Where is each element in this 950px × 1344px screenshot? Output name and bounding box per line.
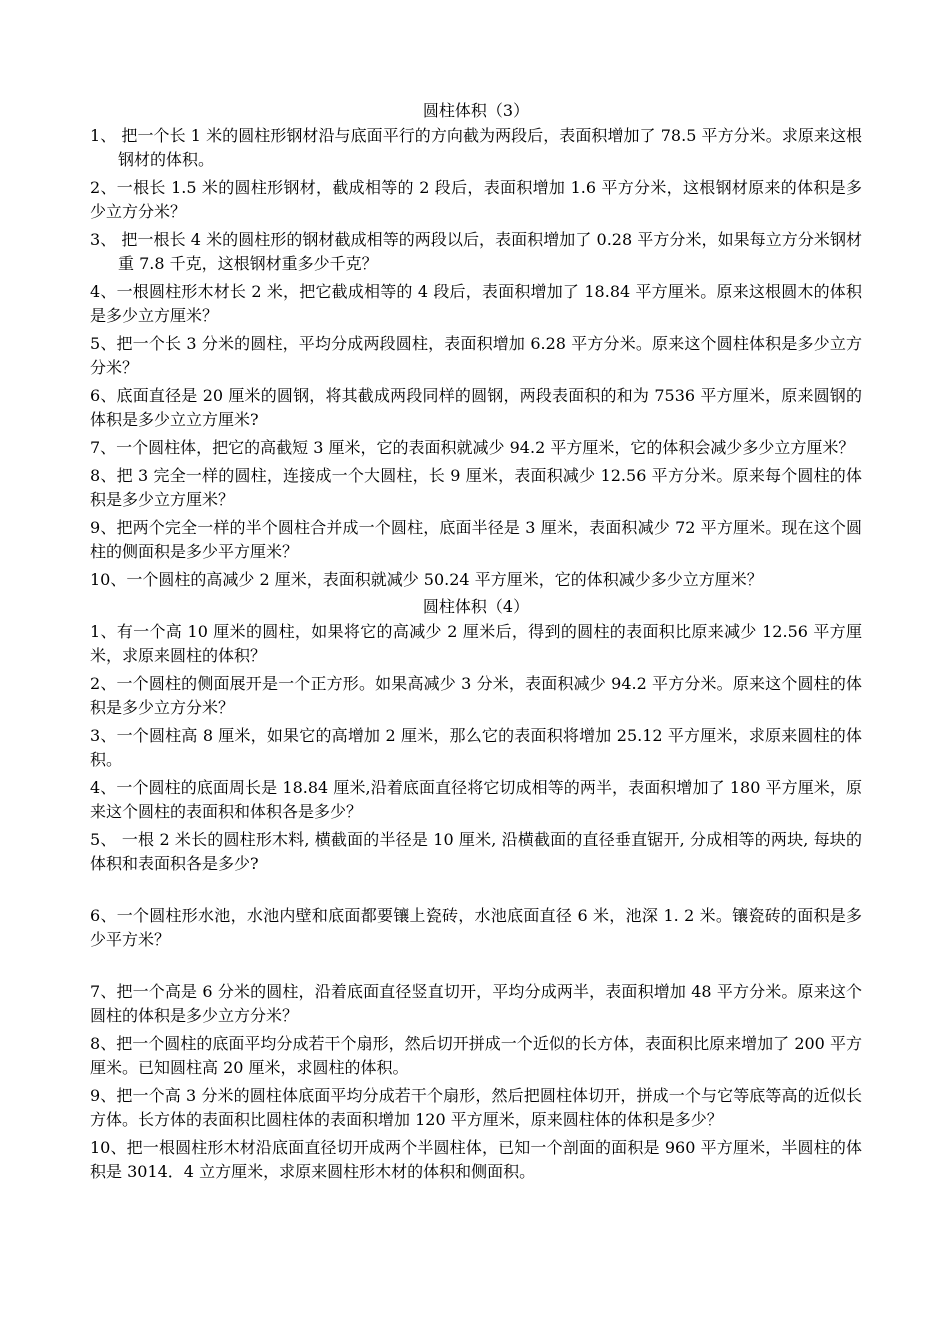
question-4-6: 6、一个圆柱形水池，水池内壁和底面都要镶上瓷砖，水池底面直径 6 米，池深 1. 2 米。镶瓷砖的面积是多少平方米？ xyxy=(90,906,862,949)
section-title-4: 圆柱体积（4） xyxy=(422,597,530,616)
question-3-8: 8、把 3 完全一样的圆柱，连接成一个大圆柱，长 9 厘米，表面积减少 12.56 平方分米。原来每个圆柱的体积是多少立方厘米？ xyxy=(90,466,862,509)
question-3-4: 4、一根圆柱形木材长 2 米，把它截成相等的 4 段后，表面积增加了 18.84 平方厘米。原来这根圆木的体积是多少立方厘米？ xyxy=(90,282,862,325)
question-4-2: 2、一个圆柱的侧面展开是一个正方形。如果高减少 3 分米，表面积减少 94.2 平方分米。原来这个圆柱的体积是多少立方分米？ xyxy=(90,674,862,717)
question-4-5: 5、 一根 2 米长的圆柱形木料, 横截面的半径是 10 厘米, 沿横截面的直径垂直锯开, 分成相等的两块, 每块的体积和表面积各是多少? xyxy=(90,830,862,873)
question-3-3: 3、 把一根长 4 米的圆柱形的钢材截成相等的两段以后，表面积增加了 0.28 平方分米，如果每立方分米钢材重 7.8 千克，这根钢材重多少千克？ xyxy=(90,230,862,273)
question-3-5: 5、把一个长 3 分米的圆柱，平均分成两段圆柱，表面积增加 6.28 平方分米。原来这个圆柱体积是多少立方分米？ xyxy=(90,334,862,377)
section-title-3: 圆柱体积（3） xyxy=(422,101,530,120)
question-4-8: 8、把一个圆柱的底面平均分成若干个扇形，然后切开拼成一个近似的长方体，表面积比原来增加了 200 平方厘米。已知圆柱高 20 厘米，求圆柱的体积。 xyxy=(90,1034,862,1077)
question-4-1: 1、有一个高 10 厘米的圆柱，如果将它的高减少 2 厘米后，得到的圆柱的表面积比原来减少 12.56 平方厘米，求原来圆柱的体积？ xyxy=(90,622,862,665)
question-3-10: 10、一个圆柱的高减少 2 厘米，表面积就减少 50.24 平方厘米，它的体积减少多少立方厘米？ xyxy=(90,570,763,589)
question-4-10: 10、把一根圆柱形木材沿底面直径切开成两个半圆柱体，已知一个剖面的面积是 960 平方厘米，半圆柱的体积是 3014．4 立方厘米，求原来圆柱形木材的体积和侧面积。 xyxy=(90,1138,862,1181)
question-3-9: 9、把两个完全一样的半个圆柱合并成一个圆柱，底面半径是 3 厘米，表面积减少 72 平方厘米。现在这个圆柱的侧面积是多少平方厘米？ xyxy=(90,518,862,561)
question-4-9: 9、把一个高 3 分米的圆柱体底面平均分成若干个扇形，然后把圆柱体切开，拼成一个与它等底等高的近似长方体。长方体的表面积比圆柱体的表面积增加 120 平方厘米，原来圆柱体的体积是多少？ xyxy=(90,1086,862,1129)
document-page xyxy=(90,96,862,1188)
question-3-2: 2、一根长 1.5 米的圆柱形钢材，截成相等的 2 段后，表面积增加 1.6 平方分米，这根钢材原来的体积是多少立方分米？ xyxy=(90,178,862,221)
question-4-3: 3、一个圆柱高 8 厘米，如果它的高增加 2 厘米，那么它的表面积将增加 25.12 平方厘米，求原来圆柱的体积。 xyxy=(90,726,862,769)
question-3-1: 1、 把一个长 1 米的圆柱形钢材沿与底面平行的方向截为两段后，表面积增加了 78.5 平方分米。求原来这根钢材的体积。 xyxy=(90,126,862,169)
question-3-6: 6、底面直径是 20 厘米的圆钢，将其截成两段同样的圆钢，两段表面积的和为 7536 平方厘米，原来圆钢的体积是多少立立方厘米? xyxy=(90,386,862,429)
question-4-7: 7、把一个高是 6 分米的圆柱，沿着底面直径竖直切开，平均分成两半，表面积增加 48 平方分米。原来这个圆柱的体积是多少立方分米？ xyxy=(90,982,862,1025)
question-3-7: 7、一个圆柱体，把它的高截短 3 厘米，它的表面积就减少 94.2 平方厘米，它的体积会减少多少立方厘米？ xyxy=(90,438,855,457)
question-4-4: 4、一个圆柱的底面周长是 18.84 厘米,沿着底面直径将它切成相等的两半，表面积增加了 180 平方厘米，原来这个圆柱的表面积和体积各是多少？ xyxy=(90,778,862,821)
